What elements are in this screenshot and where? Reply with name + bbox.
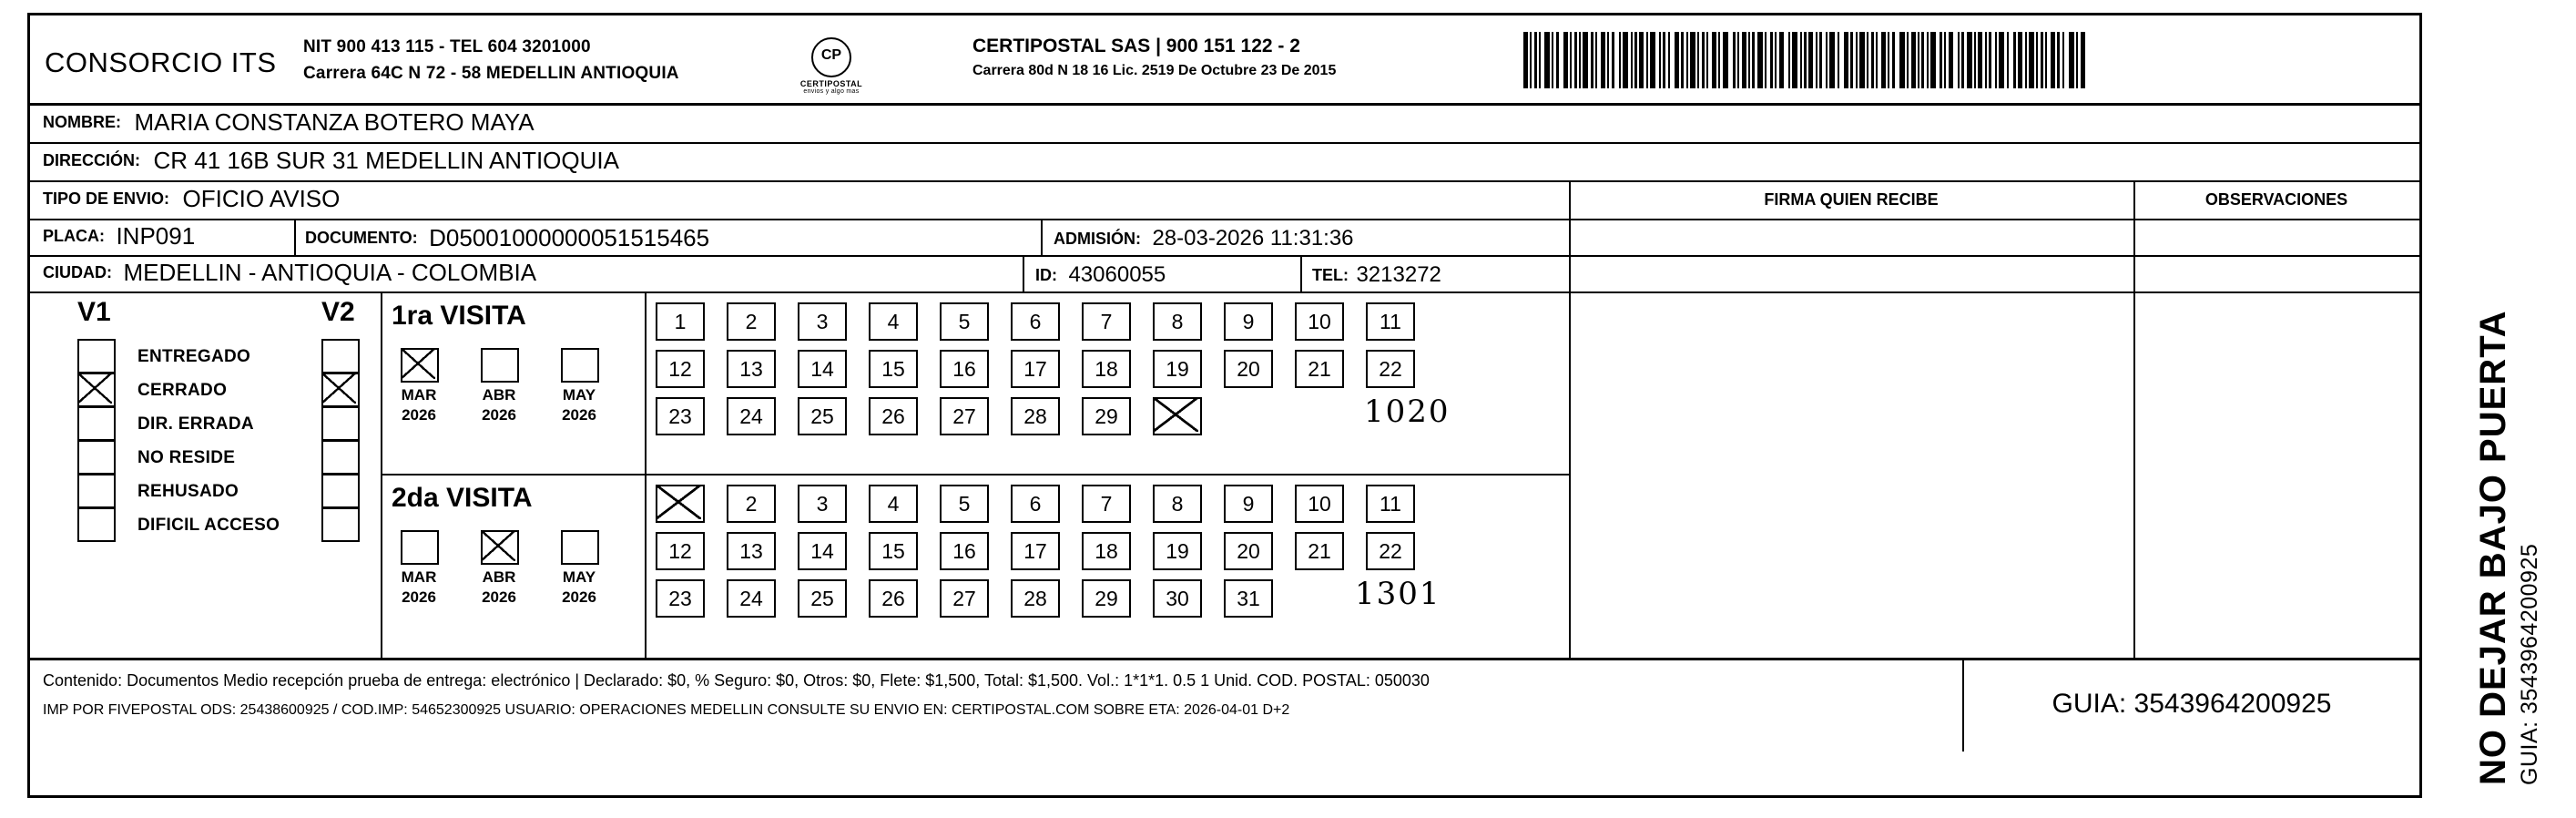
day-cell-10-visit2[interactable]: 10 [1295, 485, 1344, 523]
checkbox-v2-entregado[interactable] [321, 339, 360, 373]
month-label: MAY [562, 386, 596, 404]
checkbox-may-visit2[interactable] [561, 530, 599, 565]
v2-header: V2 [321, 297, 355, 327]
day-cell-8-visit1[interactable]: 8 [1153, 302, 1202, 341]
placa-value: INP091 [116, 222, 196, 250]
month-label: ABR [482, 568, 516, 586]
day-cell-5-visit1[interactable]: 5 [940, 302, 989, 341]
day-cell-29-visit2[interactable]: 29 [1082, 579, 1131, 618]
day-cell-20-visit2[interactable]: 20 [1224, 532, 1273, 570]
day-cell-27-visit2[interactable]: 27 [940, 579, 989, 618]
day-cell-14-visit2[interactable]: 14 [798, 532, 847, 570]
day-cell-11-visit1[interactable]: 11 [1366, 302, 1415, 341]
day-cell-23-visit1[interactable]: 23 [656, 397, 705, 435]
checkbox-v1-cerrado[interactable] [77, 373, 116, 407]
day-cell-22-visit2[interactable]: 22 [1366, 532, 1415, 570]
signature-panel[interactable] [1569, 293, 2419, 658]
row-nombre [30, 106, 2419, 144]
day-cell-14-visit1[interactable]: 14 [798, 350, 847, 388]
row-direccion [30, 144, 2419, 182]
day-cell-12-visit1[interactable]: 12 [656, 350, 705, 388]
day-cell-8-visit2[interactable]: 8 [1153, 485, 1202, 523]
side-guia-text: GUIA: 3543964200925 [2517, 543, 2542, 785]
ciudad-label: CIUDAD: [43, 263, 112, 281]
day-cell-4-visit1[interactable]: 4 [869, 302, 918, 341]
status-option-label: ENTREGADO [137, 347, 251, 366]
id-value: 43060055 [1068, 262, 1166, 287]
month-year-label: 2026 [482, 588, 516, 606]
day-cell-1-visit1[interactable]: 1 [656, 302, 705, 341]
nombre-label: NOMBRE: [43, 113, 121, 131]
status-option-label: DIR. ERRADA [137, 414, 254, 434]
firma-quien-recibe-header: FIRMA QUIEN RECIBE [1764, 190, 1939, 209]
day-cell-28-visit2[interactable]: 28 [1011, 579, 1060, 618]
day-cell-15-visit2[interactable]: 15 [869, 532, 918, 570]
side-notice-text: NO DEJAR BAJO PUERTA [2473, 310, 2513, 785]
id-label: ID: [1035, 265, 1057, 284]
ciudad-value: MEDELLIN - ANTIOQUIA - COLOMBIA [123, 259, 537, 286]
logo-circle-icon [811, 37, 851, 77]
logo-tagline: envios y algo mas [803, 88, 860, 95]
checkbox-abr-visit1[interactable] [481, 348, 519, 383]
admision-label: ADMISIÓN: [1054, 229, 1141, 248]
day-cell-20-visit1[interactable]: 20 [1224, 350, 1273, 388]
day-cell-24-visit1[interactable]: 24 [727, 397, 776, 435]
logo-name: CERTIPOSTAL [799, 79, 863, 88]
day-cell-5-visit2[interactable]: 5 [940, 485, 989, 523]
day-cell-7-visit1[interactable]: 7 [1082, 302, 1131, 341]
checkbox-v1-no-reside[interactable] [77, 440, 116, 475]
day-cell-3-visit2[interactable]: 3 [798, 485, 847, 523]
day-cell-2-visit1[interactable]: 2 [727, 302, 776, 341]
day-cell-11-visit2[interactable]: 11 [1366, 485, 1415, 523]
day-cell-26-visit1[interactable]: 26 [869, 397, 918, 435]
status-option-label: NO RESIDE [137, 448, 236, 467]
carrier-license: Carrera 80d N 18 16 Lic. 2519 De Octubre 23 De 2015 [972, 63, 1337, 78]
checkbox-mar-visit1[interactable] [401, 348, 439, 383]
row-placa [30, 220, 2419, 257]
day-cell-29-visit1[interactable]: 29 [1082, 397, 1131, 435]
direccion-label: DIRECCIÓN: [43, 151, 140, 169]
checkbox-v2-rehusado[interactable] [321, 474, 360, 508]
checkbox-v1-entregado[interactable] [77, 339, 116, 373]
barcode [1523, 32, 2279, 88]
month-year-label: 2026 [562, 588, 596, 606]
day-cell-30-visit1[interactable] [1153, 397, 1202, 435]
day-cell-22-visit1[interactable]: 22 [1366, 350, 1415, 388]
placa-label: PLACA: [43, 227, 105, 245]
day-cell-3-visit1[interactable]: 3 [798, 302, 847, 341]
guia-number: GUIA: 3543964200925 [2052, 689, 2332, 719]
checkbox-v2-dir-errada[interactable] [321, 406, 360, 441]
checkbox-mar-visit2[interactable] [401, 530, 439, 565]
day-cell-18-visit1[interactable]: 18 [1082, 350, 1131, 388]
visits-column [381, 293, 647, 658]
checkbox-v2-cerrado[interactable] [321, 373, 360, 407]
day-cell-21-visit2[interactable]: 21 [1295, 532, 1344, 570]
nombre-value: MARIA CONSTANZA BOTERO MAYA [134, 108, 535, 136]
month-year-label: 2026 [562, 406, 596, 424]
form-header [30, 15, 2419, 106]
visit-title-1: 1ra VISITA [392, 301, 526, 331]
day-cell-9-visit1[interactable]: 9 [1224, 302, 1273, 341]
month-label: MAY [562, 568, 596, 586]
day-cell-19-visit2[interactable]: 19 [1153, 532, 1202, 570]
tipo-envio-label: TIPO DE ENVIO: [43, 189, 170, 208]
day-cell-6-visit2[interactable]: 6 [1011, 485, 1060, 523]
month-label: MAR [401, 568, 437, 586]
row-tipo-envio [30, 182, 2419, 220]
status-column [30, 293, 382, 658]
checkbox-may-visit1[interactable] [561, 348, 599, 383]
documento-value: D05001000000051515465 [429, 224, 710, 251]
status-option-label: DIFICIL ACCESO [137, 516, 280, 535]
tel-value: 3213272 [1356, 262, 1441, 287]
consortium-nit: NIT 900 413 115 - TEL 604 3201000 [303, 37, 591, 56]
day-cell-13-visit2[interactable]: 13 [727, 532, 776, 570]
checkbox-abr-visit2[interactable] [481, 530, 519, 565]
day-cell-2-visit2[interactable]: 2 [727, 485, 776, 523]
checkbox-v2-dificil-acceso[interactable] [321, 507, 360, 542]
checkbox-v2-no-reside[interactable] [321, 440, 360, 475]
day-cell-12-visit2[interactable]: 12 [656, 532, 705, 570]
month-year-label: 2026 [482, 406, 516, 424]
consortium-address: Carrera 64C N 72 - 58 MEDELLIN ANTIOQUIA [303, 64, 679, 83]
month-label: MAR [401, 386, 437, 404]
documento-label: DOCUMENTO: [305, 229, 418, 247]
status-option-label: CERRADO [137, 381, 228, 400]
days-column [645, 293, 1571, 658]
day-cell-17-visit2[interactable]: 17 [1011, 532, 1060, 570]
consortium-name: CONSORCIO ITS [45, 46, 277, 78]
checkbox-v1-rehusado[interactable] [77, 474, 116, 508]
day-cell-25-visit1[interactable]: 25 [798, 397, 847, 435]
day-cell-15-visit1[interactable]: 15 [869, 350, 918, 388]
day-cell-31-visit2[interactable]: 31 [1224, 579, 1273, 618]
day-cell-30-visit2[interactable]: 30 [1153, 579, 1202, 618]
handwritten-time-visit2: 1301 [1355, 576, 1441, 612]
certipostal-logo [799, 37, 863, 95]
status-option-label: REHUSADO [137, 482, 239, 501]
month-year-label: 2026 [402, 588, 436, 606]
day-cell-9-visit2[interactable]: 9 [1224, 485, 1273, 523]
handwritten-time-visit1: 1020 [1364, 394, 1451, 430]
day-cell-16-visit1[interactable]: 16 [940, 350, 989, 388]
footer-meta-line: IMP POR FIVEPOSTAL ODS: 25438600925 / COD.IMP: 54652300925 USUARIO: OPERACIONES MEDELLIN CONSULTE SU ENVIO EN: CERTIPOSTAL.COM SOBRE ETA: 2026-04-01 D+2 [43, 702, 1290, 718]
side-notice-strip [2429, 13, 2566, 798]
day-cell-17-visit1[interactable]: 17 [1011, 350, 1060, 388]
day-cell-23-visit2[interactable]: 23 [656, 579, 705, 618]
tel-label: TEL: [1312, 265, 1349, 284]
visit-title-2: 2da VISITA [392, 483, 533, 513]
day-cell-10-visit1[interactable]: 10 [1295, 302, 1344, 341]
day-cell-13-visit1[interactable]: 13 [727, 350, 776, 388]
form-footer [30, 660, 2419, 752]
day-cell-27-visit1[interactable]: 27 [940, 397, 989, 435]
v1-header: V1 [77, 297, 111, 327]
day-cell-25-visit2[interactable]: 25 [798, 579, 847, 618]
tipo-envio-value: OFICIO AVISO [182, 185, 341, 212]
day-cell-4-visit2[interactable]: 4 [869, 485, 918, 523]
main-grid [30, 293, 2419, 660]
day-cell-19-visit1[interactable]: 19 [1153, 350, 1202, 388]
admision-value: 28-03-2026 11:31:36 [1152, 226, 1354, 251]
carrier-name: CERTIPOSTAL SAS | 900 151 122 - 2 [972, 36, 1300, 56]
guia-box [1962, 660, 2419, 752]
day-cell-18-visit2[interactable]: 18 [1082, 532, 1131, 570]
footer-content-line: Contenido: Documentos Medio recepción prueba de entrega: electrónico | Declarado: $0, % Seguro: $0, Otros: $0, Flete: $1,500, Total: $1,500. Vol.: 1*1*1. 0.5 1 Unid. COD. POSTAL: 050030 [43, 671, 1430, 690]
day-cell-28-visit1[interactable]: 28 [1011, 397, 1060, 435]
day-cell-6-visit1[interactable]: 6 [1011, 302, 1060, 341]
month-year-label: 2026 [402, 406, 436, 424]
day-cell-1-visit2[interactable] [656, 485, 705, 523]
checkbox-v1-dificil-acceso[interactable] [77, 507, 116, 542]
direccion-value: CR 41 16B SUR 31 MEDELLIN ANTIOQUIA [153, 147, 619, 174]
month-label: ABR [482, 386, 516, 404]
checkbox-v1-dir-errada[interactable] [77, 406, 116, 441]
delivery-notice-form [27, 13, 2422, 798]
observaciones-header: OBSERVACIONES [2204, 190, 2348, 209]
day-cell-16-visit2[interactable]: 16 [940, 532, 989, 570]
day-cell-7-visit2[interactable]: 7 [1082, 485, 1131, 523]
day-cell-26-visit2[interactable]: 26 [869, 579, 918, 618]
row-ciudad [30, 257, 2419, 293]
day-cell-21-visit1[interactable]: 21 [1295, 350, 1344, 388]
day-cell-24-visit2[interactable]: 24 [727, 579, 776, 618]
